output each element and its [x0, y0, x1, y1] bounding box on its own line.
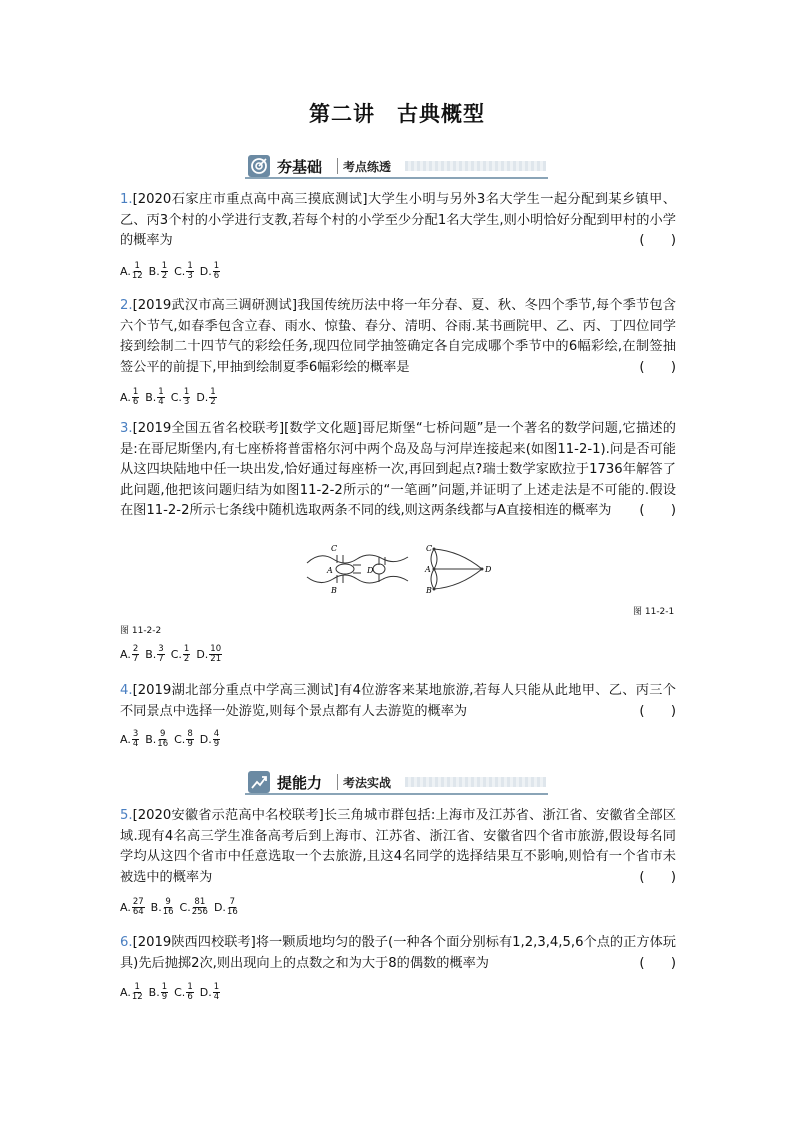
- option-a: A. $\frac{1}{12}$: [120, 982, 143, 1002]
- banner-underline: [245, 793, 548, 795]
- option-b: B. $\frac{1}{4}$: [145, 387, 164, 407]
- question-number: 1.: [120, 192, 133, 207]
- section-banner-advanced: [245, 769, 548, 795]
- decorative-bar: [405, 777, 546, 787]
- question-number: 4.: [120, 683, 133, 698]
- option-c: C. $\frac{8}{9}$: [174, 729, 193, 749]
- option-d: D. $\frac{1}{4}$: [199, 982, 220, 1002]
- option-d: D. $\frac{1}{6}$: [199, 261, 220, 281]
- label-d: D: [485, 565, 492, 574]
- label-b: B: [426, 586, 432, 595]
- option-a: A. $\frac{1}{12}$: [120, 261, 143, 281]
- question-text: [2020石家庄市重点高中高三摸底测试]大学生小明与另外3名大学生一起分配到某乡镇甲、乙、丙3个村的小学进行支教,若每个村的小学至少分配1名大学生,则小明恰好分配到甲村的小学的概率为: [120, 192, 676, 248]
- option-d: D. $\frac{4}{9}$: [199, 729, 220, 749]
- label-c: C: [426, 544, 433, 553]
- question-number: 2.: [120, 298, 133, 313]
- options-q2: [120, 388, 223, 407]
- question-text: [2019全国五省名校联考][数学文化题]哥尼斯堡“七桥问题”是一个著名的数学问题,它描述的是:在哥尼斯堡内,有七座桥将普雷格尔河中两个岛及岛与河岸连接起来(如图11-2-1).问是否可能从这四块陆地中任一块出发,恰好通过每座桥一次,再回到起点?瑞士数学家欧拉于1736年解答了此问题,他把该问题归结为如图11-2-2所示的“一笔画”问题,并证明了上述走法是不可能的.假设在图11-2-2所示七条线中随机选取两条不同的线,则这两条线都与A直接相连的概率为: [120, 421, 676, 518]
- option-a: A. $\frac{2}{7}$: [120, 644, 139, 664]
- question-2: [120, 296, 676, 378]
- question-text: [2019武汉市高三调研测试]我国传统历法中将一年分春、夏、秋、冬四个季节,每个季节包含六个节气,如春季包含立春、雨水、惊蛰、春分、清明、谷雨.某书画院甲、乙、丙、丁四位同学接到绘制二十四节气的彩绘任务,现四位同学抽签确定各自完成哪个季节中的6幅彩绘,在制签抽签公平的前提下,甲抽到绘制夏季6幅彩绘的概率是: [120, 298, 676, 375]
- option-c: C. $\frac{1}{3}$: [174, 261, 193, 281]
- question-5: [120, 806, 676, 888]
- banner-underline: [245, 177, 548, 179]
- option-d: D. $\frac{1}{2}$: [196, 387, 216, 407]
- question-number: 3.: [120, 421, 133, 436]
- question-text: [2019陕西四校联考]将一颗质地均匀的骰子(一种各个面分别标有1,2,3,4,5,6个点的正方体玩具)先后抛掷2次,则出现向上的点数之和为大于8的偶数的概率为: [120, 935, 676, 971]
- options-q6: [120, 983, 226, 1002]
- figure-seven-bridges: [305, 543, 410, 595]
- answer-blank: ( ): [639, 503, 676, 518]
- option-c: C. $\frac{81}{256}$: [179, 897, 208, 917]
- question-number: 6.: [120, 935, 133, 950]
- option-c: C. $\frac{1}{2}$: [170, 644, 190, 664]
- options-q4: [120, 730, 226, 749]
- label-c: C: [331, 544, 338, 553]
- option-a: A. $\frac{27}{64}$: [120, 897, 144, 917]
- target-icon: [247, 154, 271, 178]
- option-d: D. $\frac{7}{16}$: [213, 897, 238, 917]
- option-b: B. $\frac{9}{16}$: [150, 897, 174, 917]
- answer-blank: ( ): [639, 869, 676, 885]
- option-c: C. $\frac{1}{3}$: [170, 387, 190, 407]
- question-text: [2020安徽省示范高中名校联考]长三角城市群包括:上海市及江苏省、浙江省、安徽省全部区域.现有4名高三学生准备高考后到上海市、江苏省、浙江省、安徽省四个省市旅游,假设每名同学均从这四个省市中任意选取一个去旅游,且这4名同学的选择结果互不影响,则恰有一个省市未被选中的概率为: [120, 808, 676, 885]
- section-subtitle: 考点练透: [343, 160, 392, 174]
- question-text: [2019湖北部分重点中学高三测试]有4位游客来某地旅游,若每人只能从此地甲、乙、丙三个不同景点中选择一处游览,则每个景点都有人去游览的概率为: [120, 683, 676, 719]
- section-title: 提能力: [277, 774, 323, 792]
- section-banner-basic: [245, 153, 548, 179]
- option-b: B. $\frac{3}{7}$: [145, 644, 164, 664]
- chart-up-icon: [247, 770, 271, 794]
- question-6: [120, 933, 676, 974]
- answer-blank: ( ): [639, 359, 676, 375]
- figure-caption-2: 图 11-2-2: [120, 626, 162, 636]
- answer-blank: ( ): [639, 955, 676, 971]
- question-4: [120, 681, 676, 722]
- figure-graph: [424, 543, 494, 595]
- options-q5: [120, 898, 244, 917]
- question-1: [120, 190, 676, 252]
- section-subtitle: 考法实战: [343, 776, 392, 790]
- decorative-bar: [405, 161, 546, 171]
- option-b: B. $\frac{1}{9}$: [148, 982, 168, 1002]
- label-a: A: [327, 566, 333, 575]
- options-q3: [120, 645, 228, 664]
- question-3: [120, 419, 676, 522]
- option-b: B. $\frac{1}{2}$: [148, 261, 168, 281]
- figure-caption-1: 图 11-2-1: [633, 607, 675, 617]
- divider: [337, 774, 338, 790]
- option-d: D. $\frac{10}{21}$: [196, 644, 222, 664]
- question-number: 5.: [120, 808, 133, 823]
- page-title: 第二讲 古典概型: [309, 102, 485, 126]
- option-b: B. $\frac{9}{16}$: [145, 729, 169, 749]
- label-b: B: [331, 586, 337, 595]
- options-q1: [120, 262, 226, 281]
- answer-blank: ( ): [639, 233, 676, 248]
- answer-blank: ( ): [639, 703, 676, 719]
- label-d: D: [367, 566, 374, 575]
- label-a: A: [425, 565, 431, 574]
- section-title: 夯基础: [277, 158, 323, 176]
- option-a: A. $\frac{1}{6}$: [120, 387, 139, 407]
- option-a: A. $\frac{3}{4}$: [120, 729, 139, 749]
- option-c: C. $\frac{1}{6}$: [174, 982, 193, 1002]
- divider: [337, 158, 338, 174]
